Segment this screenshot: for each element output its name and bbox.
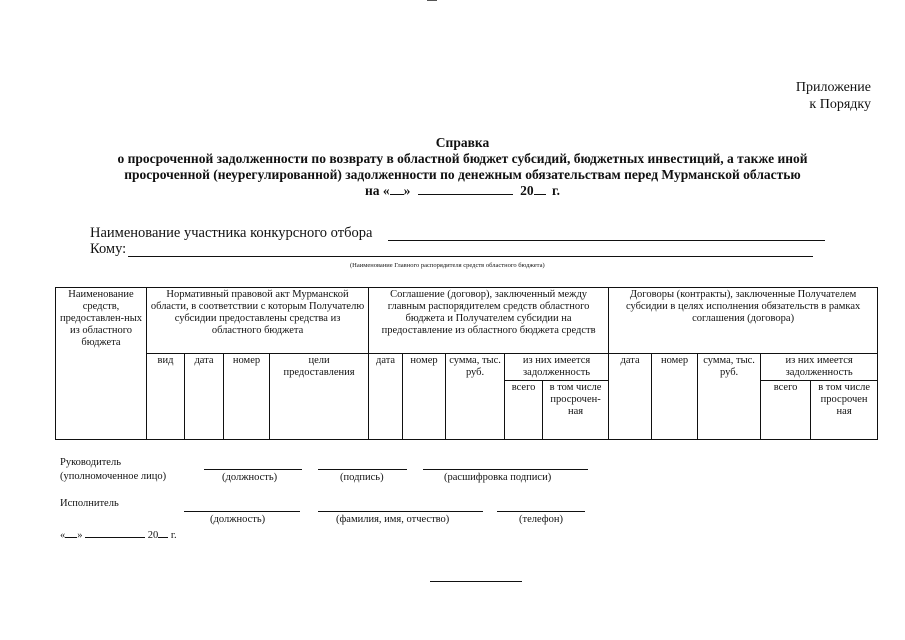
sig-day-blank[interactable] xyxy=(65,537,77,538)
participant-field[interactable] xyxy=(388,240,825,241)
title-day-blank[interactable] xyxy=(390,194,404,195)
header-contracts: Договоры (контракты), заключенные Получателем субсидии в целях исполнения обязательств в рамках соглашения (договора) xyxy=(609,288,878,354)
exec-position-caption: (должность) xyxy=(210,514,266,525)
cell-agr-number[interactable] xyxy=(403,381,446,440)
debt-table xyxy=(55,287,878,440)
header-con-date: дата xyxy=(609,354,652,381)
header-con-number: номер xyxy=(652,354,698,381)
head-position-field[interactable] xyxy=(204,469,302,470)
sig-year: 20 xyxy=(147,530,159,541)
header-act-number: номер xyxy=(224,354,270,381)
to-caption: (Наименование Главного распорядителя средств областного бюджета) xyxy=(350,262,545,269)
title-year-suffix: г. xyxy=(552,183,560,198)
head-signature-field[interactable] xyxy=(318,469,407,470)
title-year-blank[interactable] xyxy=(534,194,546,195)
title-date xyxy=(60,183,865,199)
signature-date xyxy=(60,530,177,541)
header-con-debt-overdue: в том числе просрочен ная xyxy=(811,381,878,440)
header-legal-act: Нормативный правовой акт Мурманской области, в соответствии с которым Получателю субсидии предоставлены средства из областного бюджета xyxy=(147,288,369,354)
exec-phone-caption: (телефон) xyxy=(519,514,563,525)
header-act-date: дата xyxy=(185,354,224,381)
exec-fio-field[interactable] xyxy=(318,511,483,512)
header-agr-debt-total: всего xyxy=(505,381,543,440)
header-act-kind: вид xyxy=(147,354,185,381)
sig-year-suffix: г. xyxy=(170,530,177,541)
header-agr-date: дата xyxy=(369,354,403,381)
cell-con-date[interactable] xyxy=(609,381,652,440)
header-con-sum: сумма, тыс. руб. xyxy=(698,354,761,381)
sig-date-close: » xyxy=(77,530,83,541)
sig-year-blank[interactable] xyxy=(158,537,168,538)
head-decoding-field[interactable] xyxy=(423,469,588,470)
top-mark xyxy=(427,0,437,1)
cell-act-purpose[interactable] xyxy=(270,381,369,440)
cell-act-kind[interactable] xyxy=(147,381,185,440)
appendix-line-2: к Порядку xyxy=(809,97,871,112)
cell-con-number[interactable] xyxy=(652,381,698,440)
cell-act-number[interactable] xyxy=(224,381,270,440)
header-funds-name: Наименование средств, предоставлен-ных из областного бюджета xyxy=(56,288,147,354)
head-label-2: (уполномоченное лицо) xyxy=(60,471,167,482)
bottom-rule xyxy=(430,581,522,582)
title-month-blank[interactable] xyxy=(418,194,513,195)
header-con-debt: из них имеется задолженность xyxy=(761,354,878,381)
document-title xyxy=(60,135,865,199)
header-agr-debt: из них имеется задолженность xyxy=(505,354,609,381)
cell-agr-sum[interactable] xyxy=(446,381,505,440)
header-agreement: Соглашение (договор), заключенный между главным распорядителем средств областного бюджета и Получателем субсидии на предоставление из областного бюджета средств xyxy=(369,288,609,354)
cell-funds-name[interactable] xyxy=(56,381,147,440)
title-line-2: просроченной (неурегулированной) задолженности по денежным обязательствам перед Мурманской областью xyxy=(124,167,801,182)
exec-fio-caption: (фамилия, имя, отчество) xyxy=(336,514,450,525)
header-con-debt-total: всего xyxy=(761,381,811,440)
sig-date-open: « xyxy=(60,530,66,541)
exec-position-field[interactable] xyxy=(184,511,300,512)
head-signature-caption: (подпись) xyxy=(340,472,384,483)
appendix-line-1: Приложение xyxy=(795,80,871,95)
to-label: Кому: xyxy=(90,241,127,257)
head-decoding-caption: (расшифровка подписи) xyxy=(444,472,552,483)
executor-label: Исполнитель xyxy=(60,498,119,509)
cell-con-sum[interactable] xyxy=(698,381,761,440)
header-agr-number: номер xyxy=(403,354,446,381)
exec-phone-field[interactable] xyxy=(497,511,585,512)
head-position-caption: (должность) xyxy=(222,472,278,483)
header-act-purpose: цели предоставления xyxy=(270,354,369,381)
sig-month-blank[interactable] xyxy=(85,537,145,538)
to-field[interactable] xyxy=(128,256,813,257)
title-line-1: о просроченной задолженности по возврату в областной бюджет субсидий, бюджетных инвестиций, а также иной xyxy=(117,151,808,166)
head-label: Руководитель xyxy=(60,457,121,468)
title-year: 20 xyxy=(520,183,534,198)
header-agr-sum: сумма, тыс. руб. xyxy=(446,354,505,381)
cell-agr-date[interactable] xyxy=(369,381,403,440)
cell-act-date[interactable] xyxy=(185,381,224,440)
participant-label: Наименование участника конкурсного отбора xyxy=(90,225,373,241)
title-heading: Справка xyxy=(435,135,490,150)
header-agr-debt-overdue: в том числе просрочен-ная xyxy=(543,381,609,440)
title-date-prefix: на « xyxy=(364,183,390,198)
title-date-quote: » xyxy=(403,183,411,198)
appendix-note xyxy=(796,79,871,113)
header-funds-name-cont xyxy=(56,354,147,381)
